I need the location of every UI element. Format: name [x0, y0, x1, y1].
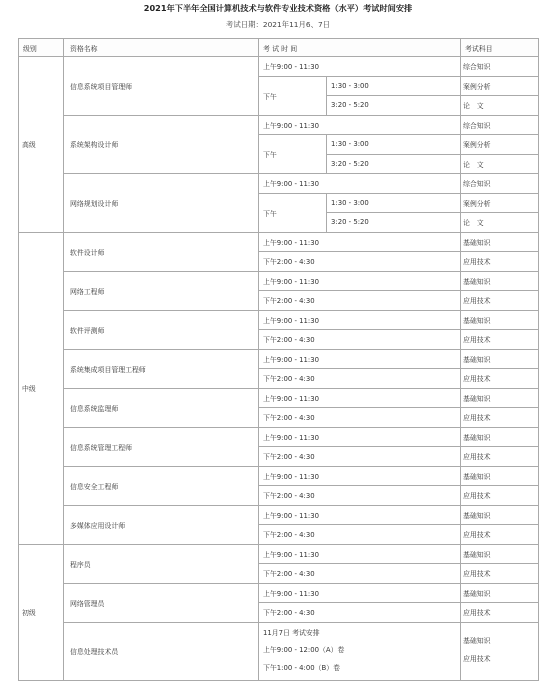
qualification-name: 多媒体应用设计师 [64, 505, 259, 544]
subject-name: 综合知识 [461, 174, 539, 194]
subject-name: 基础知识 [461, 505, 539, 525]
exam-time-afternoon: 下午2:00 - 4:30 [259, 486, 461, 506]
exam-time-afternoon: 下午2:00 - 4:30 [259, 447, 461, 467]
table-row [19, 583, 539, 603]
qualification-name: 网络工程师 [64, 271, 259, 310]
exam-time-morning: 上午9:00 - 11:30 [259, 310, 461, 330]
subject-name: 基础知识 [461, 349, 539, 369]
exam-time-afternoon: 下午2:00 - 4:30 [259, 564, 461, 584]
subject-name: 应用技术 [461, 369, 539, 389]
subject-name: 应用技术 [461, 252, 539, 272]
subject-name: 基础知识 [461, 310, 539, 330]
exam-time-afternoon: 下午 [259, 76, 327, 115]
subject-special [461, 622, 539, 681]
exam-time-morning: 上午9:00 - 11:30 [259, 466, 461, 486]
header-exam-time: 考 试 时 间 [259, 39, 461, 57]
page-title: 2021年下半年全国计算机技术与软件专业技术资格（水平）考试时间安排 [143, 3, 413, 13]
table-row [19, 174, 539, 194]
exam-time-morning: 上午9:00 - 11:30 [259, 583, 461, 603]
exam-time-morning: 上午9:00 - 11:30 [259, 349, 461, 369]
exam-time-morning: 上午9:00 - 11:30 [259, 427, 461, 447]
subject-name: 综合知识 [461, 57, 539, 77]
exam-time-morning: 上午9:00 - 11:30 [259, 174, 461, 194]
exam-time-slot: 3:20 - 5:20 [327, 154, 461, 174]
exam-time-afternoon: 下午 [259, 193, 327, 232]
qualification-name: 信息处理技术员 [64, 622, 259, 681]
subject-name: 论 文 [461, 154, 539, 174]
subject-name: 基础知识 [461, 232, 539, 252]
subject-name: 应用技术 [463, 655, 491, 664]
subject-name: 应用技术 [461, 486, 539, 506]
exam-time-morning: 上午9:00 - 11:30 [259, 115, 461, 135]
subject-name: 基础知识 [461, 583, 539, 603]
table-row [19, 388, 539, 408]
exam-time-afternoon: 下午2:00 - 4:30 [259, 525, 461, 545]
exam-time-morning: 上午9:00 - 11:30 [259, 544, 461, 564]
exam-time-afternoon: 下午2:00 - 4:30 [259, 603, 461, 623]
table-header-row [19, 39, 539, 57]
exam-time-morning: 上午9:00 - 11:30 [259, 271, 461, 291]
exam-time-line: 11月7日 考试安排 [263, 628, 320, 637]
qualification-name: 网络管理员 [64, 583, 259, 622]
subject-name: 应用技术 [461, 330, 539, 350]
header-subject: 考试科目 [461, 39, 539, 57]
subject-name: 综合知识 [461, 115, 539, 135]
subject-name: 基础知识 [461, 427, 539, 447]
schedule-table [18, 38, 539, 681]
table-row [19, 427, 539, 447]
table-row [19, 466, 539, 486]
exam-time-line: 下午1:00 - 4:00（B）卷 [263, 664, 340, 673]
table-row [19, 57, 539, 77]
table-row [19, 310, 539, 330]
qualification-name: 软件设计师 [64, 232, 259, 271]
exam-time-afternoon: 下午2:00 - 4:30 [259, 408, 461, 428]
subject-name: 应用技术 [461, 525, 539, 545]
qualification-name: 网络规划设计师 [64, 174, 259, 233]
level-intermediate: 中级 [19, 232, 64, 544]
exam-time-morning: 上午9:00 - 11:30 [259, 388, 461, 408]
header-level: 级别 [19, 39, 64, 57]
subject-name: 论 文 [461, 213, 539, 233]
exam-time-line: 上午9:00 - 12:00（A）卷 [263, 646, 345, 655]
qualification-name: 信息系统监理师 [64, 388, 259, 427]
table-row [19, 544, 539, 564]
exam-time-afternoon: 下午2:00 - 4:30 [259, 330, 461, 350]
subject-name: 论 文 [461, 96, 539, 116]
exam-time-slot: 3:20 - 5:20 [327, 96, 461, 116]
qualification-name: 信息安全工程师 [64, 466, 259, 505]
table-row [19, 349, 539, 369]
exam-time-slot: 1:30 - 3:00 [327, 193, 461, 213]
table-row [19, 505, 539, 525]
subject-name: 基础知识 [461, 544, 539, 564]
table-row [19, 232, 539, 252]
subject-name: 基础知识 [461, 388, 539, 408]
subject-name: 案例分析 [461, 135, 539, 155]
exam-time-slot: 1:30 - 3:00 [327, 76, 461, 96]
subject-name: 应用技术 [461, 447, 539, 467]
exam-time-morning: 上午9:00 - 11:30 [259, 232, 461, 252]
qualification-name: 信息系统项目管理师 [64, 57, 259, 116]
subject-name: 基础知识 [461, 466, 539, 486]
level-advanced: 高级 [19, 57, 64, 233]
exam-time-morning: 上午9:00 - 11:30 [259, 57, 461, 77]
table-row [19, 622, 539, 681]
subject-name: 应用技术 [461, 564, 539, 584]
qualification-name: 信息系统管理工程师 [64, 427, 259, 466]
header-qualification: 资格名称 [64, 39, 259, 57]
subject-name: 案例分析 [461, 76, 539, 96]
exam-time-afternoon: 下午2:00 - 4:30 [259, 291, 461, 311]
subject-name: 基础知识 [463, 637, 491, 646]
subject-name: 基础知识 [461, 271, 539, 291]
level-junior: 初级 [19, 544, 64, 681]
qualification-name: 系统架构设计师 [64, 115, 259, 174]
qualification-name: 程序员 [64, 544, 259, 583]
subject-name: 应用技术 [461, 603, 539, 623]
table-row [19, 115, 539, 135]
exam-time-afternoon: 下午2:00 - 4:30 [259, 252, 461, 272]
exam-date: 考试日期：2021年11月6、7日 [225, 20, 331, 29]
exam-time-special [259, 622, 461, 681]
subject-name: 案例分析 [461, 193, 539, 213]
exam-time-morning: 上午9:00 - 11:30 [259, 505, 461, 525]
qualification-name: 软件评测师 [64, 310, 259, 349]
subject-name: 应用技术 [461, 291, 539, 311]
exam-time-slot: 3:20 - 5:20 [327, 213, 461, 233]
exam-time-afternoon: 下午2:00 - 4:30 [259, 369, 461, 389]
exam-time-slot: 1:30 - 3:00 [327, 135, 461, 155]
subject-name: 应用技术 [461, 408, 539, 428]
qualification-name: 系统集成项目管理工程师 [64, 349, 259, 388]
exam-time-afternoon: 下午 [259, 135, 327, 174]
table-row [19, 271, 539, 291]
